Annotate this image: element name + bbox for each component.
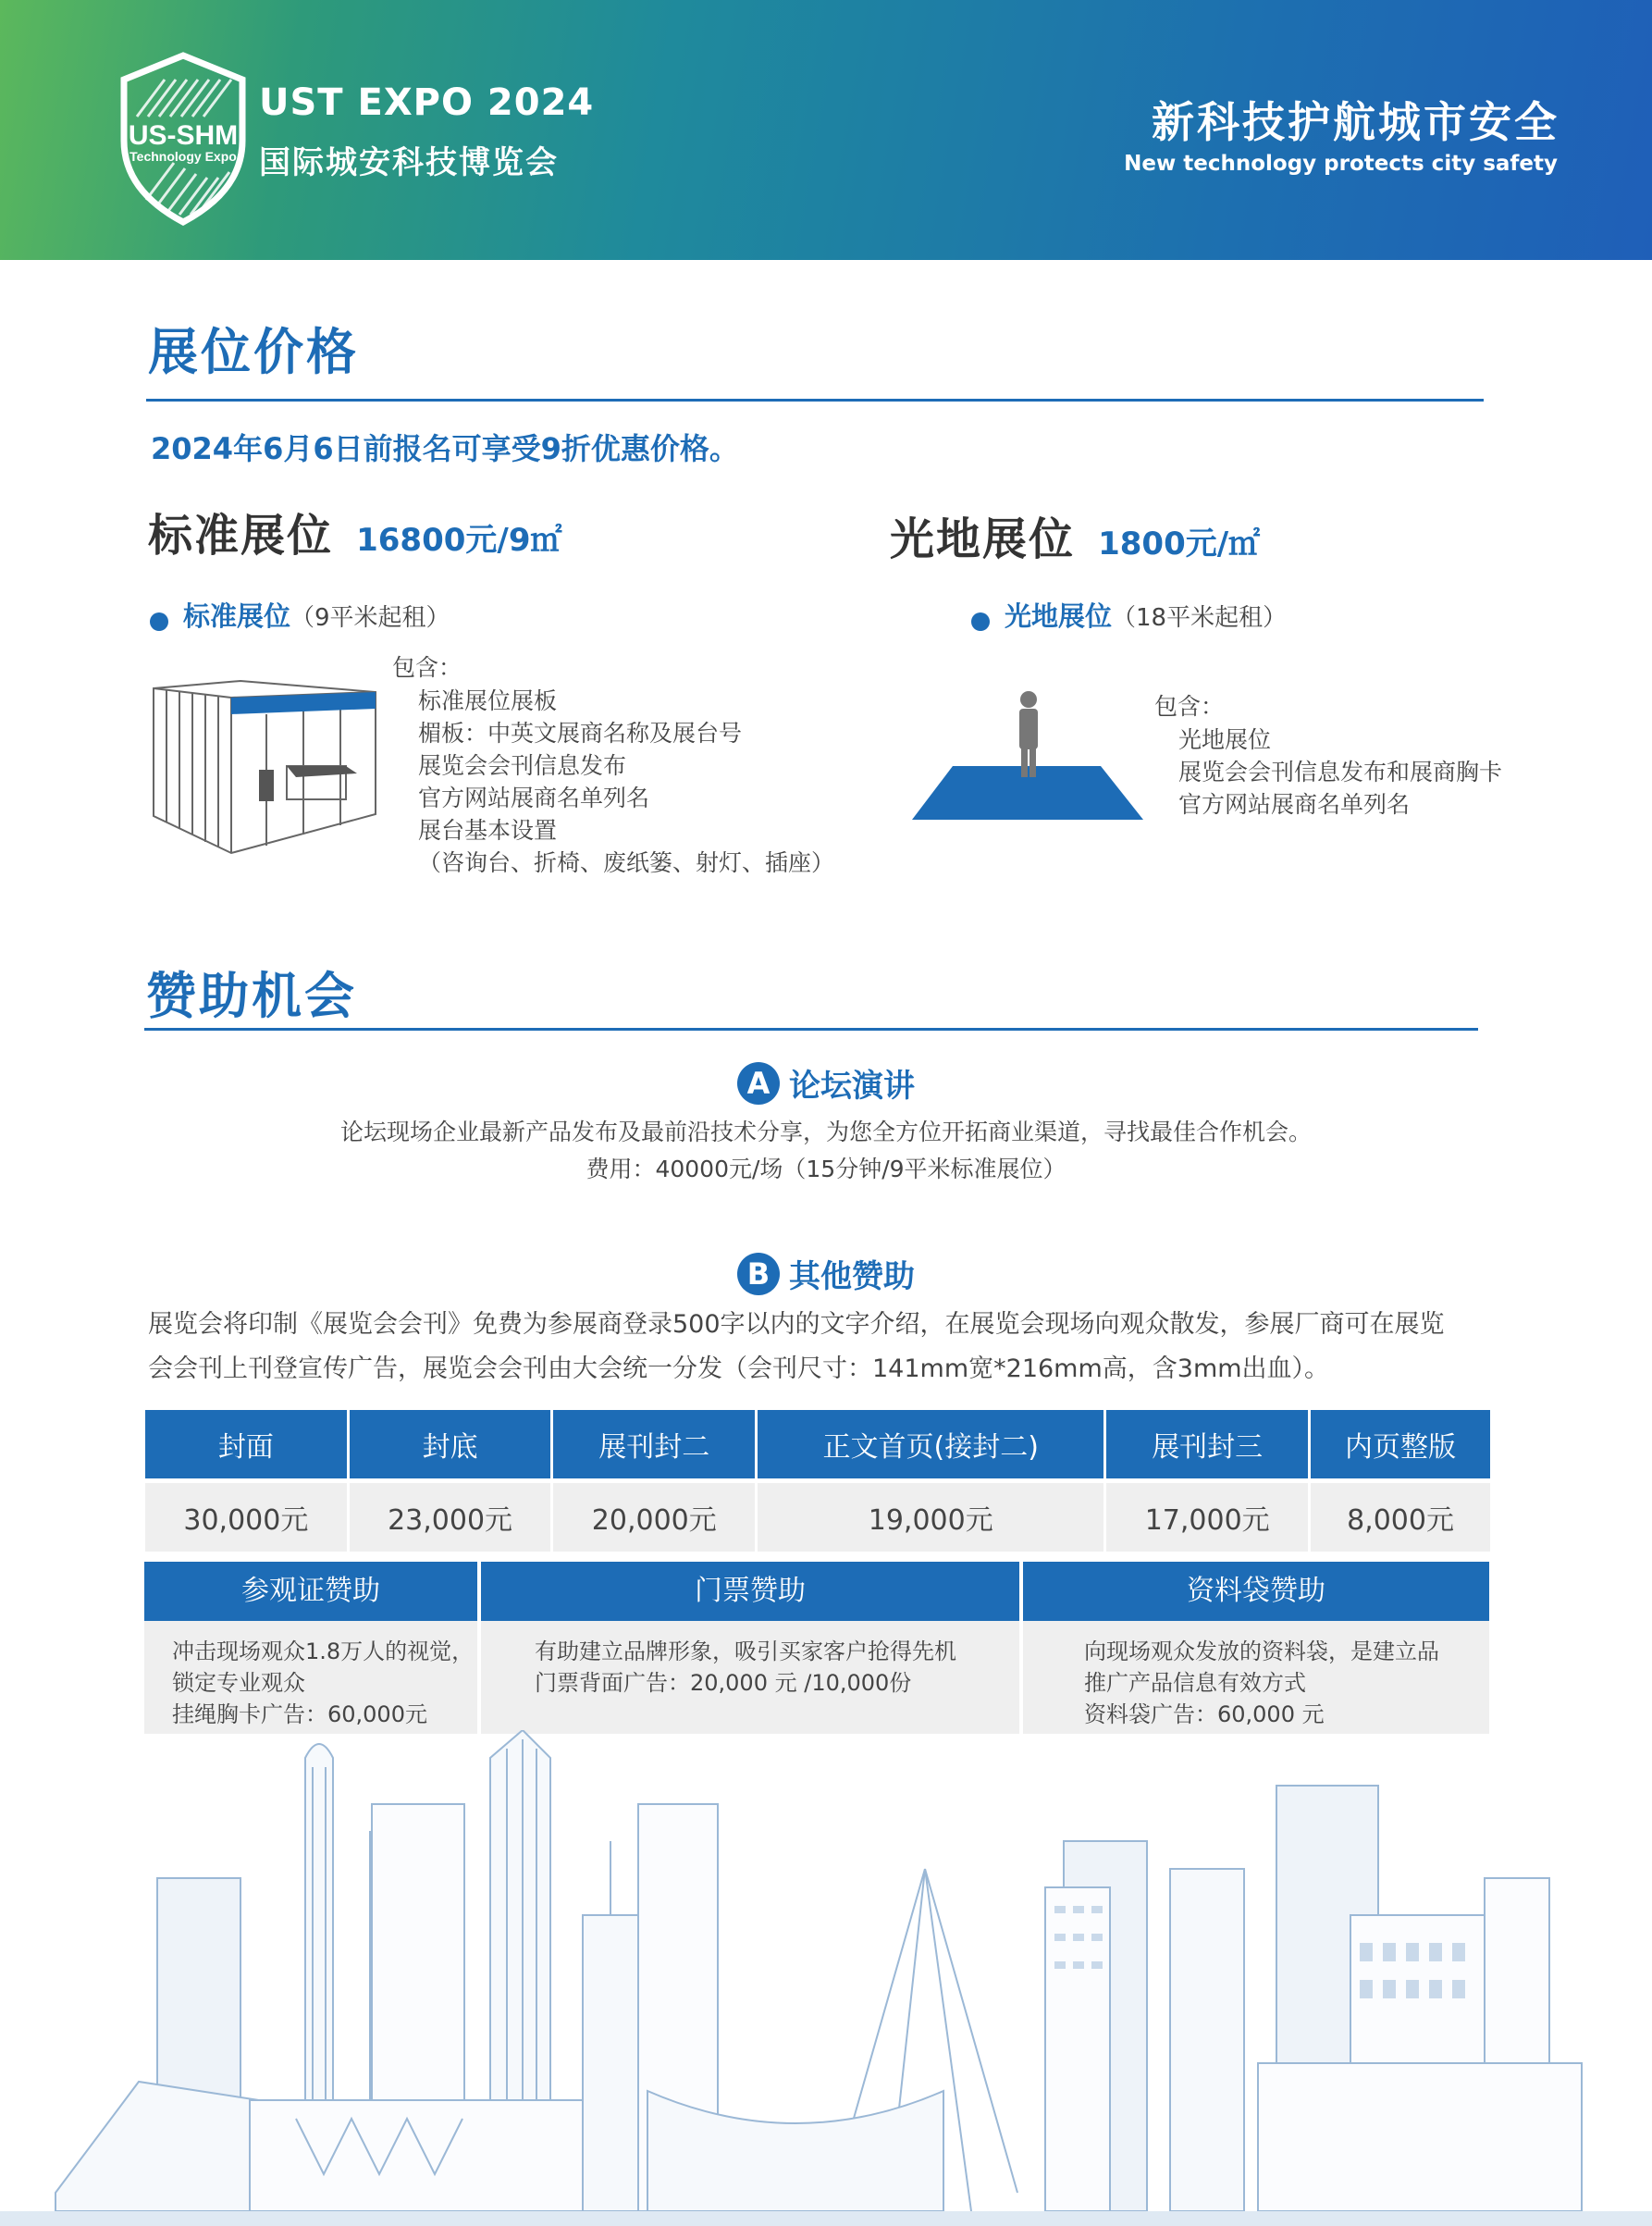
standard-booth-heading xyxy=(148,500,561,563)
table-cell: 23,000元 xyxy=(350,1483,551,1552)
raw-booth-subheading xyxy=(971,596,1287,634)
text-line: 推广产品信息有效方式 xyxy=(1084,1670,1306,1696)
raw-includes-label: 包含： xyxy=(1154,693,1225,720)
standard-sub-note: （9平米起租） xyxy=(290,604,450,632)
table-cell: 19,000元 xyxy=(758,1483,1103,1552)
list-item: 标准展位展板 xyxy=(418,687,558,714)
other-sponsor-desc xyxy=(148,1303,1517,1391)
promo-text: 2024年6月6日前报名可享受9折优惠价格。 xyxy=(151,431,739,466)
table-header-cell: 封面 xyxy=(145,1410,347,1478)
header-banner xyxy=(0,0,1652,260)
table-header-row xyxy=(145,1410,1490,1478)
forum-speech-title: 论坛演讲 xyxy=(789,1068,915,1105)
text-line: 冲击现场观众1.8万人的视觉， xyxy=(172,1639,475,1664)
list-item: 官方网站展商名单列名 xyxy=(418,785,650,811)
other-sponsor-title: 其他赞助 xyxy=(789,1258,915,1295)
text-line: 资料袋广告：60,000 元 xyxy=(1084,1701,1325,1727)
table-header-cell: 展刊封二 xyxy=(553,1410,755,1478)
raw-space-illustration-icon xyxy=(910,688,1147,822)
sponsor-section-title: 赞助机会 xyxy=(146,967,357,1025)
list-item: 光地展位 xyxy=(1178,726,1272,753)
table-cell: 8,000元 xyxy=(1311,1483,1490,1552)
section-divider xyxy=(146,399,1484,402)
raw-sub-note: （18平米起租） xyxy=(1112,604,1288,632)
table-header-cell: 封底 xyxy=(350,1410,551,1478)
raw-booth-title: 光地展位 xyxy=(890,513,1076,565)
table-header-cell: 内页整版 xyxy=(1311,1410,1490,1478)
list-item: 官方网站展商名单列名 xyxy=(1178,791,1411,818)
standard-includes-list xyxy=(418,685,834,879)
other-sponsor-desc-line: 展览会将印制《展览会会刊》免费为参展商登录500字以内的文字介绍，在展览会现场向观众散发，参展厂商可在展览 xyxy=(148,1310,1445,1339)
standard-includes-label: 包含： xyxy=(392,654,462,681)
list-item: 展台基本设置 xyxy=(418,817,558,844)
raw-sub-name: 光地展位 xyxy=(1005,600,1113,632)
other-sponsor-desc-line: 会会刊上刊登宣传广告，展览会会刊由大会统一分发（会刊尺寸：141mm宽*216mm高，含3mm出血）。 xyxy=(148,1354,1330,1383)
table-cell: 17,000元 xyxy=(1106,1483,1308,1552)
text-line: 门票背面广告：20,000 元 /10,000份 xyxy=(535,1670,912,1696)
bag-sponsor-header: 资料袋赞助 xyxy=(1023,1562,1489,1621)
booth-section-title: 展位价格 xyxy=(148,323,359,381)
slogan-english: New technology protects city safety xyxy=(1124,152,1558,176)
ad-price-table xyxy=(142,1410,1493,1552)
logo-text: US-SHM xyxy=(128,120,239,151)
table-header-cell: 展刊封三 xyxy=(1106,1410,1308,1478)
standard-booth-price: 16800元/9㎡ xyxy=(356,522,562,559)
standard-booth-subheading xyxy=(150,596,450,634)
list-item: （咨询台、折椅、废纸篓、射灯、插座） xyxy=(418,849,835,876)
list-item: 展览会会刊信息发布和展商胸卡 xyxy=(1178,759,1503,785)
forum-speech-heading xyxy=(0,1060,1652,1106)
letter-b-icon: B xyxy=(737,1253,780,1295)
table-header-cell: 正文首页(接封二) xyxy=(758,1410,1103,1478)
list-item: 楣板：中英文展商名称及展台号 xyxy=(418,720,743,747)
standard-booth-title: 标准展位 xyxy=(148,510,334,562)
text-line: 锁定专业观众 xyxy=(172,1670,305,1696)
table-row xyxy=(145,1483,1490,1552)
forum-speech-fee: 费用：40000元/场（15分钟/9平米标准展位） xyxy=(586,1156,1066,1182)
table-cell: 30,000元 xyxy=(145,1483,347,1552)
forum-speech-desc: 论坛现场企业最新产品发布及最前沿技术分享，为您全方位开拓商业渠道，寻找最佳合作机会。 xyxy=(339,1119,1312,1145)
standard-sub-name: 标准展位 xyxy=(183,600,291,632)
other-sponsor-heading xyxy=(0,1251,1652,1296)
text-line: 挂绳胸卡广告：60,000元 xyxy=(172,1701,427,1727)
ticket-sponsor-header: 门票赞助 xyxy=(481,1562,1019,1621)
standard-booth-illustration-icon xyxy=(148,677,388,862)
badge-sponsor-header: 参观证赞助 xyxy=(144,1562,477,1621)
bullet-icon xyxy=(150,612,168,631)
text-line: 向现场观众发放的资料袋，是建立品 xyxy=(1084,1639,1439,1664)
raw-booth-price: 1800元/㎡ xyxy=(1098,526,1261,563)
section-divider xyxy=(144,1028,1478,1031)
slogan-chinese: 新科技护航城市安全 xyxy=(1152,97,1560,147)
raw-includes-list xyxy=(1178,723,1502,821)
logo-subtext: Technology Expo xyxy=(129,149,237,164)
raw-booth-heading xyxy=(890,503,1260,567)
list-item: 展览会会刊信息发布 xyxy=(418,752,627,779)
badge-sponsor-body xyxy=(144,1621,477,1734)
bullet-icon xyxy=(971,612,990,631)
ticket-sponsor-body xyxy=(481,1621,1019,1734)
city-skyline-illustration xyxy=(0,1730,1652,2226)
letter-a-icon: A xyxy=(737,1062,780,1105)
text-line: 有助建立品牌形象，吸引买家客户抢得先机 xyxy=(535,1639,956,1664)
table-cell: 20,000元 xyxy=(553,1483,755,1552)
shield-logo-icon xyxy=(118,52,248,226)
expo-title: UST EXPO 2024 xyxy=(259,81,595,124)
expo-chinese-title: 国际城安科技博览会 xyxy=(259,144,559,181)
bag-sponsor-body xyxy=(1023,1621,1489,1734)
